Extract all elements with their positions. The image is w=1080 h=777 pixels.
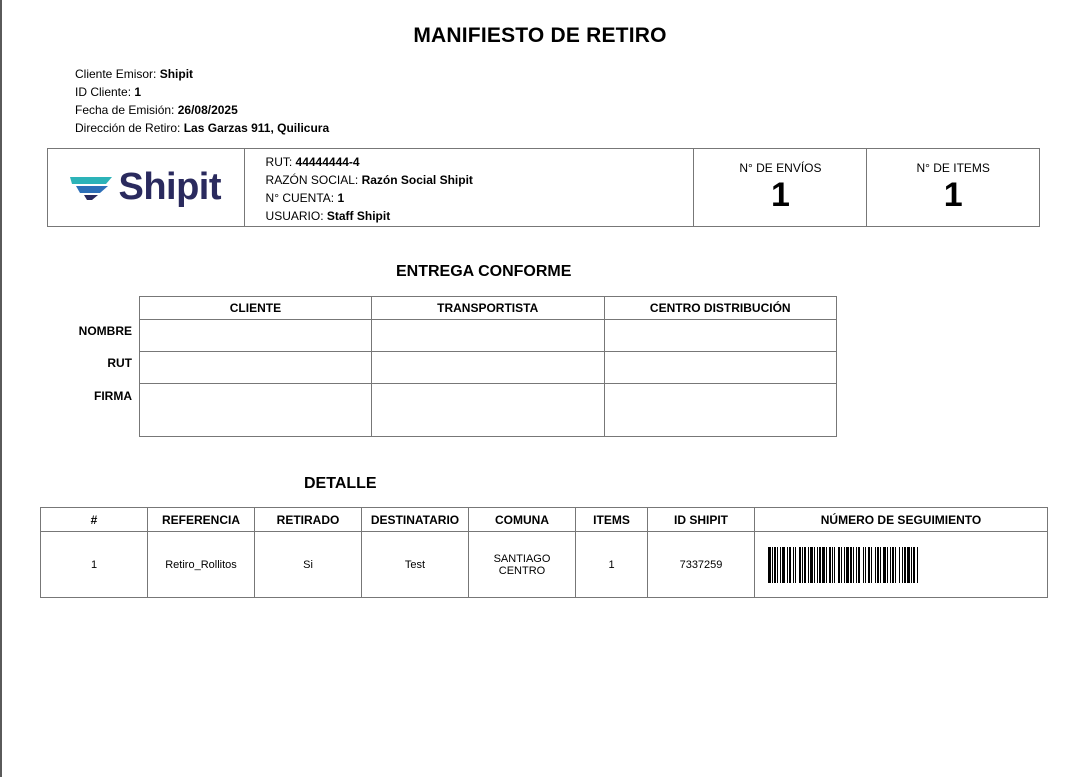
col-id-shipit: ID SHIPIT — [648, 508, 755, 532]
barcode-bar — [834, 547, 835, 583]
meta-direccion: Dirección de Retiro: Las Garzas 911, Quilicura — [75, 121, 330, 135]
header-meta — [75, 65, 329, 137]
cell-id-shipit: 7337259 — [648, 532, 755, 598]
barcode-bar — [841, 547, 842, 583]
barcode-bar — [846, 547, 849, 583]
barcode-bar — [814, 547, 815, 583]
company-rut: RUT: 44444444-4 — [265, 155, 360, 169]
logo-cell — [48, 149, 245, 227]
page-left-edge — [0, 0, 2, 777]
barcode-bar — [832, 547, 833, 583]
rut-centro-cell — [604, 352, 836, 384]
shipit-wing-icon — [70, 175, 114, 201]
meta-id-cliente: ID Cliente: 1 — [75, 85, 142, 99]
barcode-bar — [795, 547, 796, 583]
col-comuna: COMUNA — [469, 508, 576, 532]
barcode-bar — [802, 547, 803, 583]
barcode-bar — [829, 547, 831, 583]
row-label-firma: FIRMA — [94, 389, 132, 403]
barcode-bar — [787, 547, 788, 583]
company-razon-social: RAZÓN SOCIAL: Razón Social Shipit — [265, 173, 473, 187]
envios-value: 1 — [770, 176, 790, 214]
barcode-bar — [904, 547, 906, 583]
document-title: MANIFIESTO DE RETIRO — [413, 24, 667, 47]
barcode-bar — [875, 547, 876, 583]
col-numero-seguimiento: NÚMERO DE SEGUIMIENTO — [755, 508, 1048, 532]
cell-num: 1 — [41, 532, 148, 598]
signature-row-nombre — [140, 320, 837, 352]
barcode-bar — [858, 547, 860, 583]
col-referencia: REFERENCIA — [148, 508, 255, 532]
barcode-bar — [868, 547, 870, 583]
barcode-bar — [810, 547, 813, 583]
meta-fecha-emision: Fecha de Emisión: 26/08/2025 — [75, 103, 238, 117]
barcode-bar — [777, 547, 778, 583]
barcode-bar — [774, 547, 776, 583]
barcode-bar — [871, 547, 872, 583]
barcode-bar — [907, 547, 910, 583]
col-destinatario: DESTINATARIO — [362, 508, 469, 532]
barcode-bar — [899, 547, 900, 583]
barcode-bar — [880, 547, 881, 583]
nombre-transportista-cell — [371, 320, 604, 352]
items-value: 1 — [943, 176, 963, 214]
shipit-logo-text: Shipit — [118, 166, 222, 208]
detalle-table — [40, 507, 1048, 598]
barcode-bar — [772, 547, 773, 583]
barcode-bar — [782, 547, 785, 583]
barcode-bar — [913, 547, 915, 583]
row-label-rut: RUT — [107, 356, 132, 370]
company-details — [244, 149, 694, 227]
barcode-bar — [877, 547, 879, 583]
rut-cliente-cell — [140, 352, 372, 384]
envios-count-cell — [694, 149, 867, 227]
company-info-table — [47, 148, 1040, 227]
entrega-conforme-title: ENTREGA CONFORME — [396, 263, 572, 280]
barcode-bar — [822, 547, 825, 583]
barcode-bar — [883, 547, 886, 583]
company-usuario: USUARIO: Staff Shipit — [265, 209, 391, 223]
barcode-bar — [895, 547, 896, 583]
col-centro-distribucion: CENTRO DISTRIBUCIÓN — [604, 297, 836, 320]
barcode-bar — [804, 547, 806, 583]
barcode-bar — [799, 547, 801, 583]
cell-destinatario: Test — [362, 532, 469, 598]
barcode-bar — [902, 547, 903, 583]
signature-row-rut — [140, 352, 837, 384]
barcode-bar — [826, 547, 827, 583]
barcode-bar — [838, 547, 840, 583]
col-retirado: RETIRADO — [255, 508, 362, 532]
shipit-logo — [48, 149, 244, 226]
items-count-cell — [867, 149, 1040, 227]
cell-comuna: SANTIAGO CENTRO — [469, 532, 576, 598]
table-row — [41, 532, 1048, 598]
barcode-bar — [793, 547, 794, 583]
envios-label: N° DE ENVÍOS — [739, 161, 822, 175]
barcode-bar — [780, 547, 781, 583]
col-items: ITEMS — [576, 508, 648, 532]
cell-items: 1 — [576, 532, 648, 598]
barcode-bar — [865, 547, 866, 583]
entrega-conforme-table — [139, 296, 837, 437]
firma-cliente-cell — [140, 384, 372, 437]
barcode-bar — [863, 547, 864, 583]
barcode-bar — [856, 547, 857, 583]
barcode-bar — [911, 547, 912, 583]
col-cliente: CLIENTE — [140, 297, 372, 320]
company-cuenta: N° CUENTA: 1 — [265, 191, 345, 205]
col-num: # — [41, 508, 148, 532]
detalle-title: DETALLE — [304, 475, 377, 492]
cell-referencia: Retiro_Rollitos — [148, 532, 255, 598]
row-label-nombre: NOMBRE — [78, 324, 132, 338]
firma-centro-cell — [604, 384, 836, 437]
cell-barcode — [755, 532, 1048, 598]
barcode-bar — [819, 547, 821, 583]
barcode-bar — [789, 547, 791, 583]
barcode-bar — [844, 547, 845, 583]
nombre-centro-cell — [604, 320, 836, 352]
items-label: N° DE ITEMS — [916, 161, 990, 175]
barcode-bar — [853, 547, 854, 583]
barcode-bar — [817, 547, 818, 583]
col-transportista: TRANSPORTISTA — [371, 297, 604, 320]
barcode-bar — [890, 547, 891, 583]
rut-transportista-cell — [371, 352, 604, 384]
barcode-bar — [892, 547, 894, 583]
signature-row-firma — [140, 384, 837, 437]
nombre-cliente-cell — [140, 320, 372, 352]
cell-retirado: Si — [255, 532, 362, 598]
barcode-bar — [917, 547, 918, 583]
meta-cliente-emisor: Cliente Emisor: Shipit — [75, 67, 194, 81]
barcode-bar — [887, 547, 888, 583]
barcode-bar — [808, 547, 809, 583]
barcode-bar — [768, 547, 771, 583]
tracking-barcode — [768, 547, 1034, 583]
barcode-bar — [850, 547, 852, 583]
firma-transportista-cell — [371, 384, 604, 437]
